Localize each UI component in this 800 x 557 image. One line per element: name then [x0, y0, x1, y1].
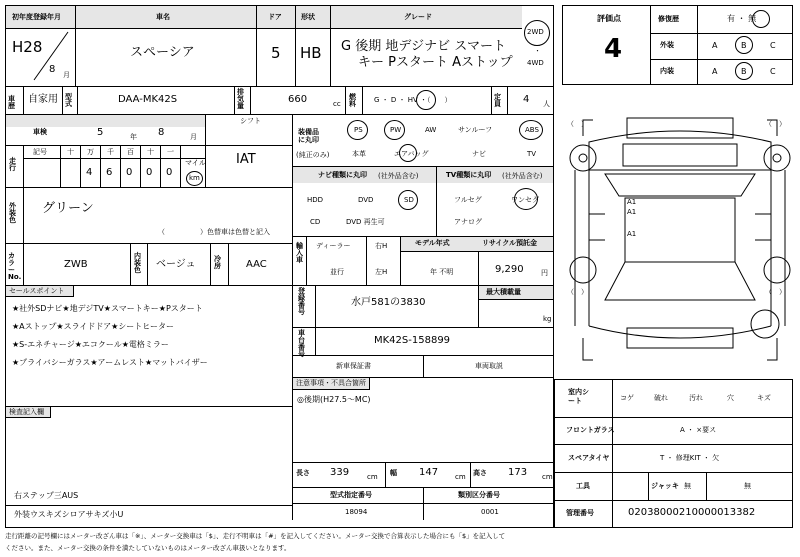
recycle-unit: 円 [541, 269, 548, 277]
wid-label: 幅 [390, 469, 397, 477]
equip-navi: ナビ [472, 150, 486, 158]
shift-label: シフト [240, 117, 261, 125]
wid-unit: cm [455, 473, 466, 481]
score-label: 評価点 [597, 14, 621, 23]
wid-value: 147 [419, 467, 439, 478]
tv-label: TV種類に丸印 [446, 171, 492, 179]
repair-none-circle [752, 10, 770, 28]
footer-line-2: ください。また、メーター交換の条件を満たしていないものはメーター改ざん車扱いとなります。 [5, 544, 291, 552]
grade-line1: G 後期 地デジナビ スマート [341, 39, 506, 54]
frame-value: MK42S-158899 [374, 335, 451, 346]
recycle-value: 9,290 [495, 264, 524, 275]
spare-value: T ・ 修理KIT ・ 欠 [660, 454, 720, 462]
type-no-label: 型式指定番号 [330, 491, 372, 499]
seat-item-5: キズ [757, 394, 771, 402]
shape-label: 形状 [301, 13, 315, 21]
load-label: 最大積載量 [486, 288, 521, 296]
name-label: 車名 [156, 13, 170, 21]
drive-2wd: 2WD [527, 28, 544, 36]
inspect-year: 5 [97, 127, 104, 138]
load-unit: kg [543, 315, 552, 323]
equip-aw: AW [425, 126, 437, 134]
type-no-value: 18094 [345, 508, 368, 516]
digit-h-2: 万 [87, 148, 94, 156]
digit-1: 4 [86, 167, 93, 178]
first-reg-era: H28 [12, 38, 43, 56]
hgt-unit: cm [542, 473, 553, 481]
digit-4: 0 [146, 167, 153, 178]
int-b-circle [735, 62, 753, 80]
interior-label: 内装 [660, 67, 674, 75]
inspect-year-unit: 年 [130, 133, 137, 141]
navi-sd: SD [404, 196, 414, 204]
ext-option-c: C [770, 41, 776, 50]
shape-value: HB [300, 44, 322, 62]
import-hand-r: 右H [375, 242, 388, 250]
dmg-a1-label-2: A1 [627, 208, 637, 216]
disp-value: 660 [288, 94, 308, 105]
bracket-br: （ ） [765, 288, 786, 296]
hgt-label: 高さ [473, 469, 487, 477]
ext-option-a: A [712, 41, 718, 50]
mgmt-label: 管理番号 [566, 509, 594, 517]
inspect-month-unit: 月 [190, 133, 197, 141]
digit-3: 0 [126, 167, 133, 178]
bracket-tr: （ ） [765, 120, 786, 128]
model-year-label: モデル年式 [415, 239, 450, 247]
footer-line-1: 走行距離の記号欄にはメーター改ざん車は「※」、メーター交換車は「$」、走行不明車は「#」を記入してください。メーター交換で合算表示した場合にも「$」を記入して [5, 532, 506, 540]
cap-unit: 人 [543, 100, 550, 108]
first-reg-month: 8 [49, 64, 56, 75]
color-label: 外装色 [9, 202, 16, 224]
seat-item-4: 穴 [727, 394, 734, 402]
digit-h-3: 千 [107, 148, 114, 156]
recycle-label: リサイクル預託金 [482, 239, 538, 247]
reg-label: 登録番号 [298, 287, 305, 316]
equip-pw-circle [384, 120, 405, 140]
navi-label: ナビ種類に丸印 [318, 171, 367, 179]
jack-label: ジャッキ [651, 482, 679, 490]
sales-line-2: ★Aストップ★スライドドア★シートヒーター [12, 322, 174, 331]
usage-label: 車歴 [8, 95, 15, 110]
tv-fullseg: フルセグ [454, 196, 482, 204]
drive-4wd: 4WD [527, 59, 544, 67]
glass-value: A ・ ×要ス [680, 426, 717, 434]
dmg-a1-label-3: A1 [627, 230, 637, 238]
warranty-label: 新車保証書 [336, 362, 371, 370]
ext-b-circle [735, 36, 753, 54]
seat-label: 室内シート [568, 388, 589, 406]
sales-line-1: ★社外SDナビ★地デジTV★スマートキー★Pスタート [12, 304, 203, 313]
import-dealer: ディーラー [316, 242, 351, 250]
digit-2: 6 [106, 167, 113, 178]
model-label: 型式 [65, 93, 72, 108]
navi-sub: (社外品含む) [378, 172, 419, 180]
drive-dot: ・ [534, 47, 541, 55]
ac-label: 冷房 [214, 255, 221, 270]
inspect-month: 8 [158, 127, 165, 138]
km-label: km [189, 174, 200, 182]
equip-ps-circle [347, 120, 368, 140]
equip-pw: PW [390, 126, 402, 134]
repair-label: 修復歴 [658, 15, 679, 23]
notes-label: 注意事項・不具合箇所 [296, 379, 366, 387]
doors-label: ドア [268, 13, 282, 21]
equip-abs-circle [519, 120, 543, 140]
class-no-label: 類別区分番号 [458, 491, 500, 499]
sales-label: セールスポイント [9, 287, 65, 295]
notes-value: ◎後期(H27.5〜MC) [297, 395, 371, 404]
int-color-label: 内装色 [134, 252, 141, 274]
doors-value: 5 [271, 44, 281, 62]
color-value: グリーン [42, 201, 94, 216]
len-unit: cm [367, 473, 378, 481]
mile-label: マイル [185, 159, 206, 167]
tv-sub: (社外品含む) [502, 172, 543, 180]
fuel-label: 燃料 [349, 93, 356, 108]
exterior-label: 外装 [660, 41, 674, 49]
cap-value: 4 [523, 94, 530, 105]
inspection-label: 検査記入欄 [9, 408, 44, 416]
disp-label: 排気量 [237, 88, 244, 110]
equip-sub: (純正のみ) [296, 151, 330, 159]
equip-leather: 本革 [352, 150, 366, 158]
digit-5: 0 [166, 167, 173, 178]
kara-value: ZWB [64, 259, 88, 270]
tv-oneseg: ワンセグ [511, 196, 539, 204]
len-label: 長さ [296, 469, 310, 477]
score-value: 4 [604, 34, 623, 64]
digit-h-4: 百 [127, 148, 134, 156]
import-hand-l: 左H [375, 268, 388, 276]
equip-sunroof: サンルーフ [458, 126, 493, 134]
digit-h-6: 一 [167, 148, 174, 156]
sales-line-3: ★S-エネチャージ★エコクール★電格ミラー [12, 340, 169, 349]
shift-value: IAT [236, 152, 256, 167]
seat-item-3: 汚れ [689, 394, 703, 402]
len-value: 339 [330, 467, 350, 478]
frame-label: 車台番号 [298, 329, 305, 358]
int-color-value: ベージュ [156, 259, 196, 270]
grade-label: グレード [404, 13, 432, 21]
int-option-c: C [770, 67, 776, 76]
int-option-a: A [712, 67, 718, 76]
inspect-label: 車検 [33, 128, 47, 136]
equip-abs: ABS [525, 126, 539, 134]
int-option-b: B [741, 67, 747, 76]
seat-item-1: コゲ [620, 394, 634, 402]
bracket-bl: （ ） [567, 288, 588, 296]
import-label: 輸入車 [296, 242, 303, 264]
reg-value: 水戸581の3830 [351, 297, 426, 308]
dmg-a1-label-1: A1 [627, 198, 637, 206]
mgmt-value: 02038000210000013382 [628, 507, 756, 518]
navi-cd: CD [310, 218, 321, 226]
repair-options: 有 ・ 無 [727, 14, 757, 23]
seat-item-2: 破れ [654, 394, 668, 402]
navi-dvd: DVD [358, 196, 374, 204]
manual-label: 車両取説 [475, 362, 503, 370]
tv-analog: アナログ [454, 218, 482, 226]
sales-line-4: ★プライバシーガラス★アームレスト★マットバイザー [12, 358, 208, 367]
model-year-value: 年 不明 [430, 268, 454, 276]
digit-h-1: 十 [67, 148, 74, 156]
navi-dvd-play: DVD 再生可 [346, 218, 385, 226]
vehicle-name: スペーシア [130, 45, 195, 60]
tools-value: 無 [684, 482, 691, 490]
digit-h-5: 十 [147, 148, 154, 156]
cap-label: 定員 [494, 93, 501, 108]
usage-value: 自家用 [28, 94, 58, 105]
ext-option-b: B [741, 41, 747, 50]
hgt-value: 173 [508, 467, 528, 478]
equip-airbag-circle [399, 144, 417, 162]
fuel-hv-circle [416, 90, 436, 110]
inspection-line-2: 外装ウスキズシロアサキズ小U [14, 510, 124, 519]
color-paren: （ ）色替車は色替と記入 [158, 228, 270, 236]
model-value: DAA-MK42S [118, 94, 178, 105]
ac-value: AAC [246, 259, 267, 270]
equip-tv: TV [527, 150, 537, 158]
equip-label: 装備品に丸印 [298, 128, 319, 145]
kara-label: カラーNo. [8, 252, 22, 281]
car-damage-diagram [565, 110, 795, 375]
fuel-value: G ・ D ・ HV ・（ ） [374, 96, 452, 104]
navi-hdd: HDD [307, 196, 324, 204]
first-reg-month-unit: 月 [63, 71, 70, 79]
navi-sd-circle [398, 190, 418, 210]
tv-oneseg-circle [514, 188, 538, 210]
spare-label: スペアタイヤ [568, 454, 610, 462]
disp-unit: cc [333, 100, 341, 108]
inspection-line-1: 右ステップ三AUS [14, 491, 79, 500]
glass-label: フロントガラス [566, 426, 615, 434]
class-no-value: 0001 [481, 508, 499, 516]
import-parallel: 並行 [330, 268, 344, 276]
first-reg-label: 初年度登録年月 [12, 13, 61, 21]
grade-line2: キー Pスタート Aストップ [358, 55, 513, 70]
mileage-label: 走行 [9, 157, 16, 172]
mileage-note-label: 記号 [33, 148, 47, 156]
equip-airbag: エアバッグ [394, 150, 429, 158]
jack-value: 無 [744, 482, 751, 490]
bracket-tl: （ ） [567, 120, 588, 128]
tools-label: 工具 [576, 482, 590, 490]
equip-ps: PS [354, 126, 363, 134]
